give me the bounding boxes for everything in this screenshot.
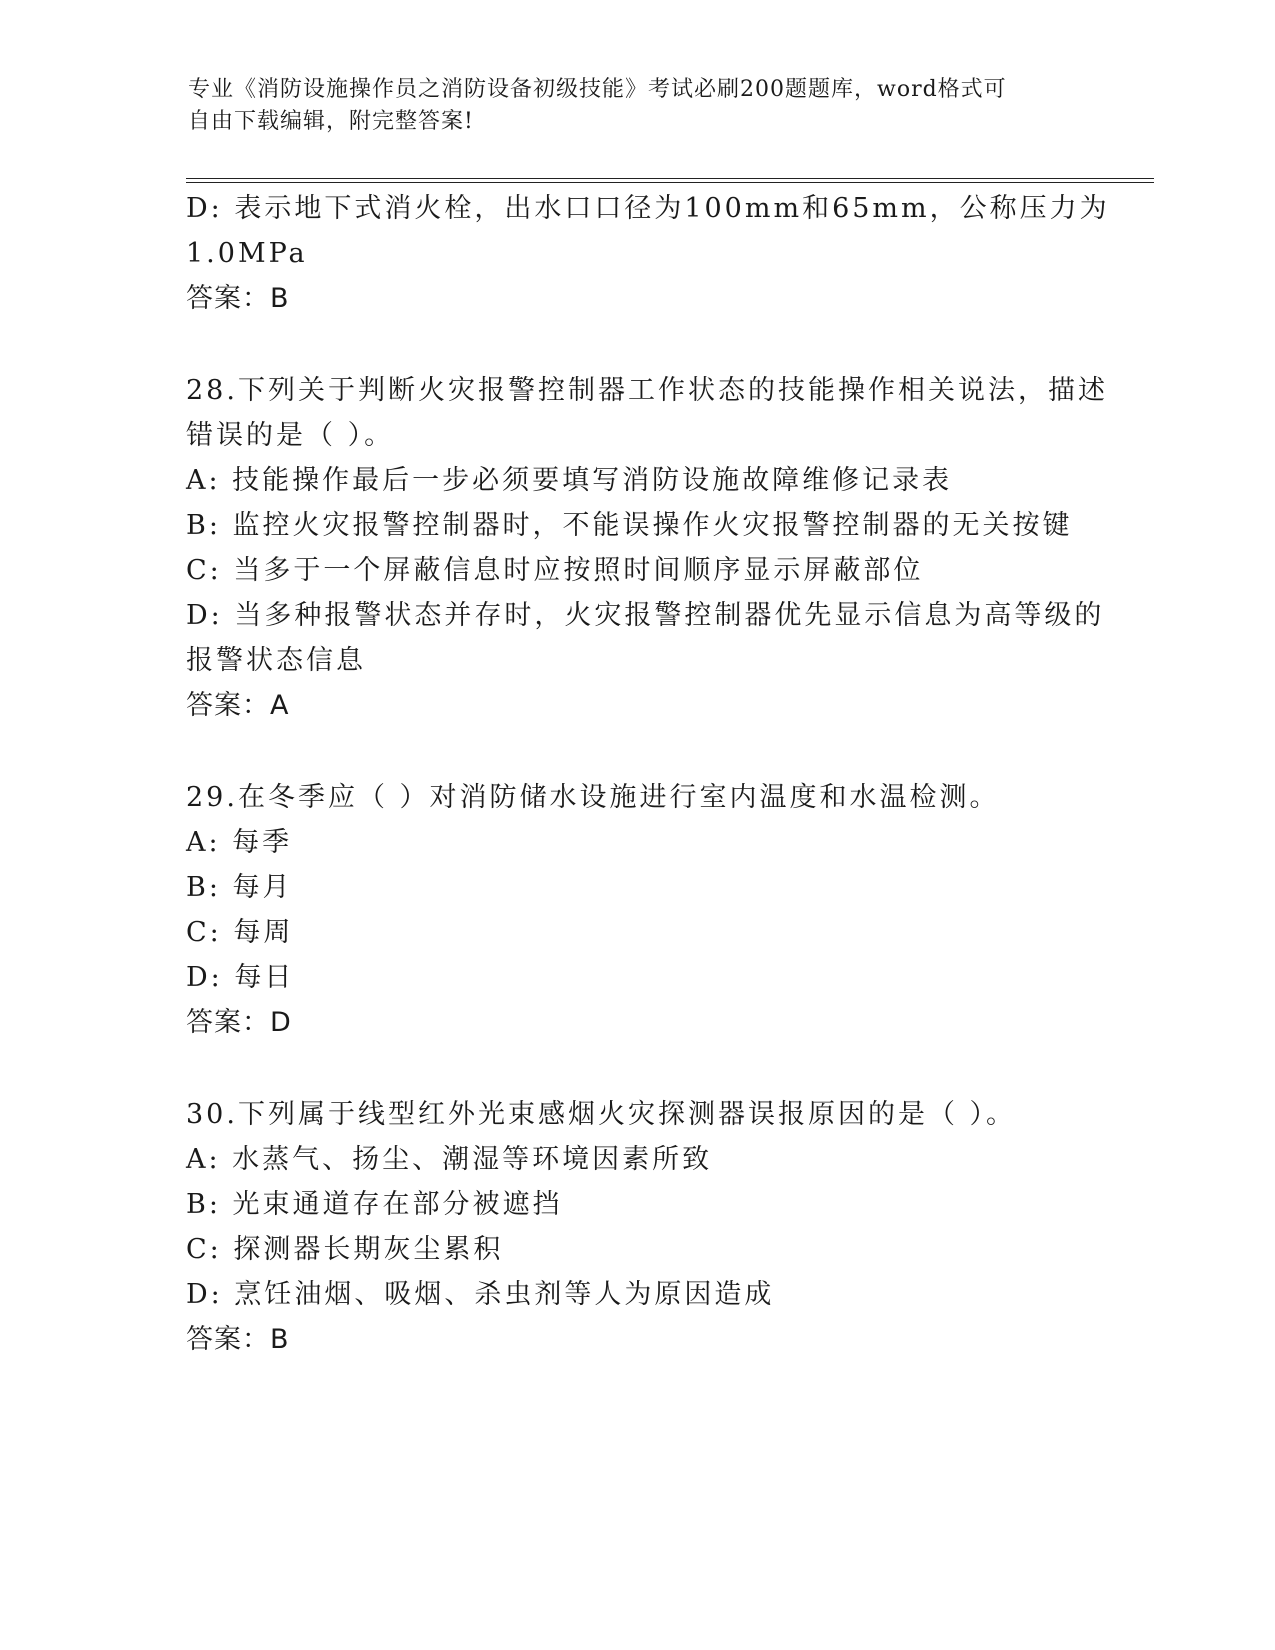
question-stem-line-1: 30.下列属于线型红外光束感烟火灾探测器误报原因的是（ ）。 [186, 1099, 1017, 1130]
question-stem-line-1: 29.在冬季应（ ）对消防储水设施进行室内温度和水温检测。 [186, 782, 1000, 813]
question-stem-line-2: 错误的是（ ）。 [186, 420, 395, 451]
question-27-continued [186, 186, 1110, 321]
option-d-line-2: 1.0MPa [186, 238, 308, 269]
header-title-line-2: 自由下载编辑，附完整答案! [188, 109, 474, 134]
header-divider-top [186, 178, 1154, 179]
option-c: C: 探测器长期灰尘累积 [186, 1234, 504, 1265]
option-c: C: 当多于一个屏蔽信息时应按照时间顺序显示屏蔽部位 [186, 555, 924, 586]
answer-label: 答案：D [186, 1007, 292, 1038]
option-a: A: 水蒸气、扬尘、潮湿等环境因素所致 [186, 1144, 713, 1175]
question-list [186, 186, 1110, 1362]
option-c: C: 每周 [186, 917, 294, 948]
option-b: B: 监控火灾报警控制器时，不能误操作火灾报警控制器的无关按键 [186, 510, 1073, 541]
question-30 [186, 1092, 1086, 1362]
spacer [186, 728, 1086, 775]
option-b: B: 每月 [186, 872, 293, 903]
spacer [186, 1045, 1086, 1092]
option-d-line-1: D: 表示地下式消火栓，出水口口径为100mm和65mm，公称压力为 [186, 193, 1110, 224]
option-b: B: 光束通道存在部分被遮挡 [186, 1189, 563, 1220]
header-divider-bottom [186, 182, 1154, 183]
option-d-line-2: 报警状态信息 [186, 645, 366, 676]
option-d-line-1: D: 每日 [186, 962, 295, 993]
question-28 [186, 368, 1108, 728]
document-header [188, 74, 1078, 138]
spacer [186, 321, 1086, 368]
answer-label: 答案：B [186, 1324, 290, 1355]
option-d-line-1: D: 当多种报警状态并存时，火灾报警控制器优先显示信息为高等级的 [186, 600, 1105, 631]
answer-label: 答案：A [186, 690, 290, 721]
question-29 [186, 775, 1086, 1045]
option-a: A: 每季 [186, 827, 293, 858]
option-d-line-1: D: 烹饪油烟、吸烟、杀虫剂等人为原因造成 [186, 1279, 775, 1310]
option-a: A: 技能操作最后一步必须要填写消防设施故障维修记录表 [186, 465, 953, 496]
question-stem-line-1: 28.下列关于判断火灾报警控制器工作状态的技能操作相关说法，描述 [186, 375, 1108, 406]
header-title-line-1: 专业《消防设施操作员之消防设备初级技能》考试必刷200题题库，word格式可 [188, 77, 1007, 102]
answer-label: 答案：B [186, 283, 290, 314]
